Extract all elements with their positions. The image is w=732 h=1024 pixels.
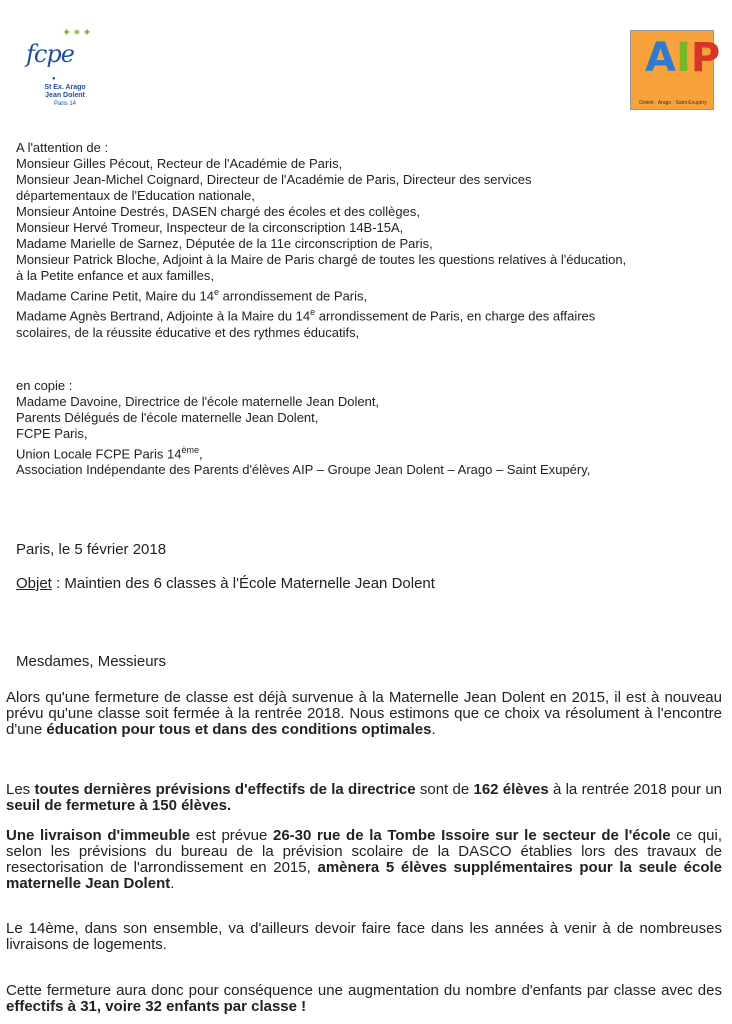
copy-block: [16, 378, 726, 478]
paragraph-1: [6, 690, 722, 738]
text-segment: est prévue: [190, 827, 273, 844]
copy-line: Association Indépendante des Parents d'élèves AIP – Groupe Jean Dolent – Arago – Saint Exupéry,: [16, 462, 591, 478]
letter-date: Paris, le 5 février 2018: [16, 541, 167, 558]
addressee-list: [16, 156, 726, 341]
bold-segment: éducation pour tous et dans des conditions optimales: [46, 721, 432, 738]
aip-wordmark: [645, 35, 720, 81]
fcpe-line2: Jean Dolent: [45, 92, 85, 99]
paragraph-5: [6, 983, 722, 1015]
text-segment: .: [170, 875, 175, 892]
text-segment: Cette fermeture aura donc pour conséquence une augmentation du nombre d'enfants par classe avec des: [6, 982, 722, 999]
subject-label: Objet: [16, 575, 52, 592]
addressee-line: Monsieur Antoine Destrés, DASEN chargé des écoles et des collèges,: [16, 204, 420, 219]
paragraph-4: [6, 921, 722, 953]
salutation: Mesdames, Messieurs: [16, 653, 167, 670]
text-segment: à la rentrée 2018 pour un: [548, 781, 723, 798]
bold-segment: Une livraison d'immeuble: [6, 827, 191, 844]
aip-letter-i: I: [675, 35, 691, 81]
addressee-line: Monsieur Gilles Pécout, Recteur de l'Académie de Paris,: [16, 156, 343, 171]
fcpe-stars-icon: ✦✶✦: [62, 27, 93, 39]
fcpe-logo: [22, 14, 102, 107]
copy-heading: en copie :: [16, 378, 73, 393]
text-segment: Les: [6, 781, 35, 798]
bold-segment: toutes dernières prévisions d'effectifs de la directrice: [34, 781, 416, 798]
addressee-line: Monsieur Patrick Bloche, Adjoint à la Maire de Paris chargé de toutes les questions relatives à l'éducation,: [16, 252, 627, 267]
text-segment: .: [431, 721, 436, 738]
addressee-heading: A l'attention de :: [16, 140, 109, 155]
addressee-block: [16, 140, 726, 341]
bold-segment: effectifs à 31, voire 32 enfants par classe !: [6, 998, 307, 1015]
addressee-line: Madame Marielle de Sarnez, Députée de la 11e circonscription de Paris,: [16, 236, 433, 251]
addressee-line: Madame Carine Petit, Maire du 14e arrondissement de Paris,: [16, 287, 368, 304]
aip-logo: [630, 30, 721, 110]
addressee-line: Monsieur Hervé Tromeur, Inspecteur de la circonscription 14B-15A,: [16, 220, 404, 235]
subject-text: : Maintien des 6 classes à l'École Maternelle Jean Dolent: [51, 575, 435, 592]
addressee-line: scolaires, de la réussite éducative et des rythmes éducatifs,: [16, 324, 360, 340]
bold-segment: seuil de fermeture à 150 élèves.: [6, 797, 232, 814]
copy-line: Madame Davoine, Directrice de l'école maternelle Jean Dolent,: [16, 394, 380, 409]
text-segment: sont de: [415, 781, 474, 798]
text-segment: Alors qu'une fermeture de classe est déjà survenue à la Maternelle Jean Dolent en 2015, il est à nouveau prévu qu'une classe soit fermée à la rentrée 2018. Nous estimons que ce choix va résolument à l'encontre d'une: [6, 689, 722, 738]
copy-list: [16, 394, 726, 478]
bold-segment: amènera 5 élèves supplémentaires pour la seule école maternelle Jean Dolent: [6, 859, 722, 892]
copy-line: Parents Délégués de l'école maternelle Jean Dolent,: [16, 410, 319, 425]
text-segment: Le 14ème, dans son ensemble, va d'ailleurs devoir faire face dans les années à venir à de nombreuses livraisons de logements.: [6, 920, 722, 953]
bold-segment: 26-30 rue de la Tombe Issoire sur le secteur de l'école: [273, 827, 671, 844]
addressee-line: départementaux de l'Education nationale,: [16, 188, 255, 203]
paragraph-2: [6, 782, 722, 814]
fcpe-line1: St Ex. Arago: [44, 84, 86, 91]
copy-line: Union Locale FCPE Paris 14ème,: [16, 445, 203, 462]
addressee-line: à la Petite enfance et aux familles,: [16, 268, 215, 283]
fcpe-wordmark: fcpe: [26, 40, 74, 68]
letter-subject: [16, 575, 435, 592]
copy-line: FCPE Paris,: [16, 426, 88, 441]
paragraph-3: [6, 828, 722, 892]
addressee-line: Madame Agnès Bertrand, Adjointe à la Maire du 14e arrondissement de Paris, en charge des affaires: [16, 307, 596, 324]
text-segment: ce qui, selon les prévisions du bureau de la prévision scolaire de la DASCO établies lors des travaux de resectorisation de l'arrondissement en 2015,: [6, 827, 722, 876]
fcpe-dot-icon: ●: [52, 76, 56, 82]
fcpe-line3: Paris 14: [53, 101, 76, 107]
fcpe-subtitle: [30, 84, 100, 108]
aip-letter-a: A: [645, 35, 676, 81]
bold-segment: 162 élèves: [473, 781, 549, 798]
aip-tagline: Dolent · Arago · Saint Exupéry: [639, 100, 707, 106]
aip-letter-p: P: [690, 35, 721, 81]
addressee-line: Monsieur Jean-Michel Coignard, Directeur de l'Académie de Paris, Directeur des services: [16, 172, 532, 187]
